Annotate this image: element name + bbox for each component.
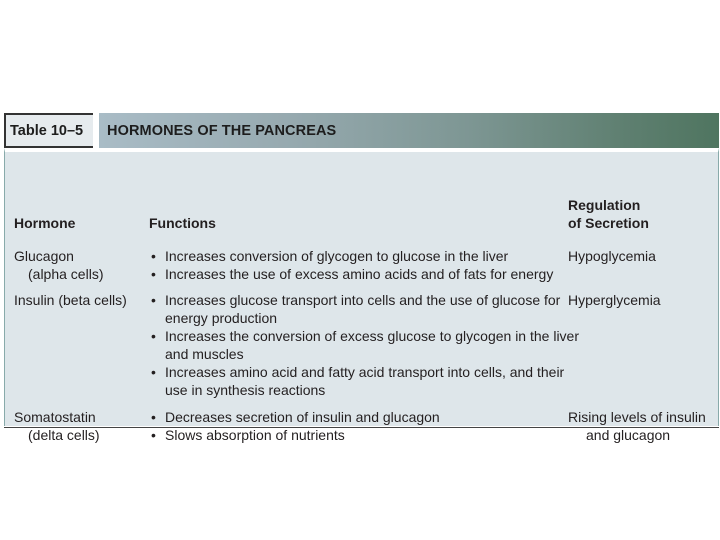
table-number: Table 10–5 [4, 113, 93, 148]
row-insulin-regulation: Hyperglycemia [568, 292, 661, 308]
row-glucagon-hormone: Glucagon [14, 248, 74, 264]
row-insulin-functions [149, 291, 579, 399]
bullet-icon: • [151, 328, 156, 344]
table-body [4, 148, 719, 443]
row-glucagon-regulation: Hypoglycemia [568, 248, 656, 264]
bullet-icon: • [151, 248, 156, 264]
row-glucagon-functions [149, 247, 553, 283]
bullet-icon: • [151, 266, 156, 282]
row-somatostatin-regulation-line2: and glucagon [586, 427, 671, 443]
bullet-icon: • [151, 364, 156, 380]
bullet-icon: • [151, 409, 156, 425]
list-item: • Increases glucose transport into cells and the use of glucose for energy production [151, 292, 561, 326]
list-item: • Increases conversion of glycogen to glucose in the liver [151, 248, 509, 264]
header-regulation-line1: Regulation [568, 197, 641, 213]
list-item: • Increases the use of excess amino acids and of fats for energy [151, 266, 554, 282]
row-somatostatin-functions [149, 408, 440, 444]
row-somatostatin-regulation-line1: Rising levels of insulin [568, 409, 706, 425]
row-insulin-hormone: Insulin (beta cells) [14, 292, 127, 308]
header-regulation-line2: of Secretion [568, 215, 649, 231]
row-somatostatin-hormone: Somatostatin [14, 409, 96, 425]
list-item: • Increases amino acid and fatty acid transport into cells, and their use in synthesis reactions [151, 364, 565, 398]
pancreas-hormones-table [4, 113, 719, 443]
header-functions: Functions [149, 215, 216, 231]
row-somatostatin-cells: (delta cells) [28, 427, 100, 443]
list-item: • Decreases secretion of insulin and glucagon [151, 409, 440, 425]
bullet-icon: • [151, 427, 156, 443]
table-caption-bar [4, 113, 719, 148]
header-hormone: Hormone [14, 215, 76, 231]
list-item: • Slows absorption of nutrients [151, 427, 345, 443]
list-item: • Increases the conversion of excess glucose to glycogen in the liver and muscles [151, 328, 580, 362]
bullet-icon: • [151, 292, 156, 308]
row-glucagon-cells: (alpha cells) [28, 266, 104, 282]
table-title: HORMONES OF THE PANCREAS [99, 113, 719, 148]
